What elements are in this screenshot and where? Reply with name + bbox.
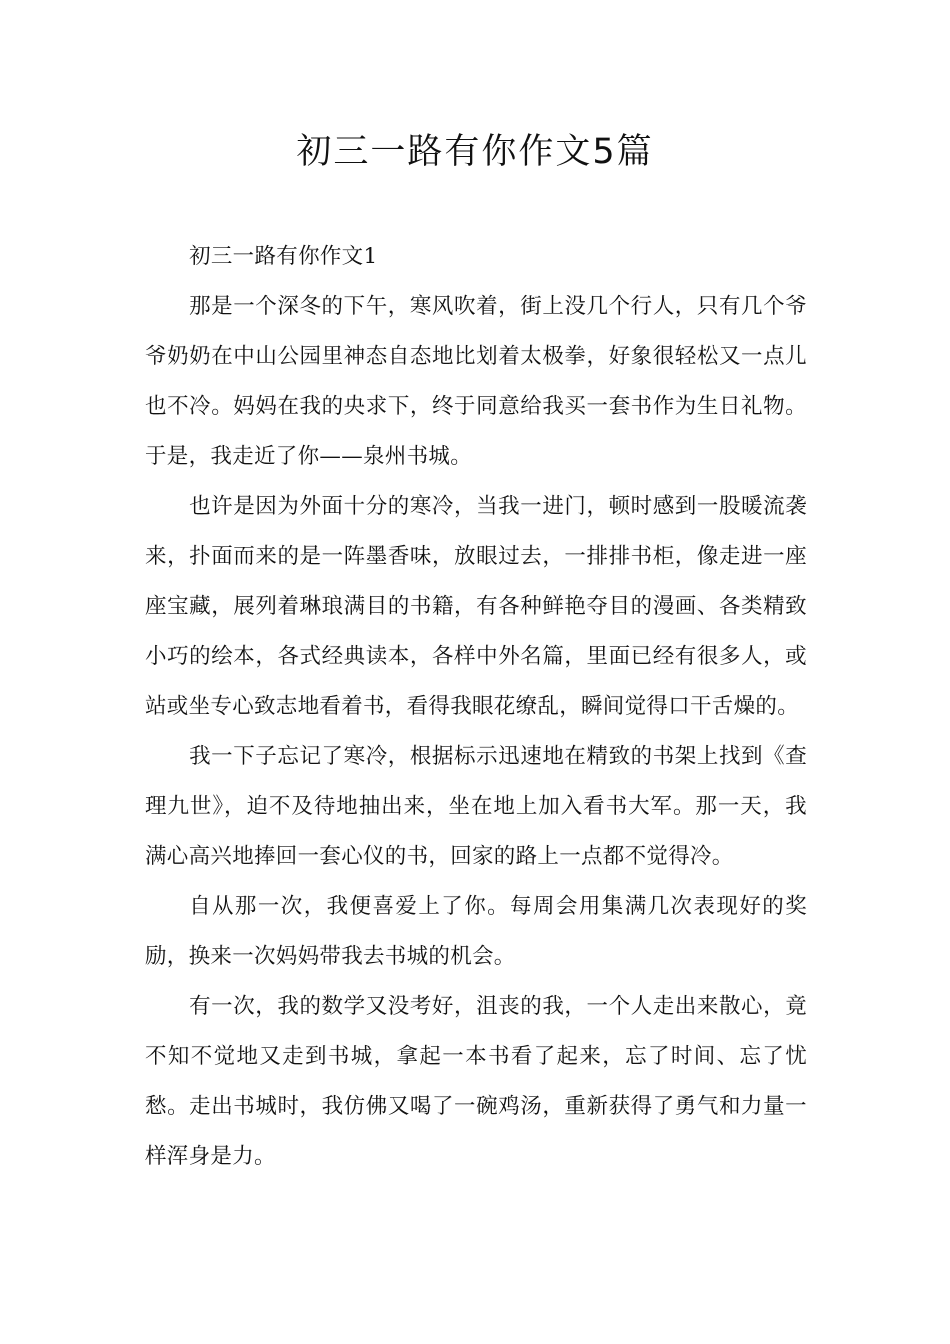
paragraph: 自从那一次，我便喜爱上了你。每周会用集满几次表现好的奖励，换来一次妈妈带我去书城的机会。 bbox=[145, 894, 807, 969]
paragraph: 那是一个深冬的下午，寒风吹着，街上没几个行人，只有几个爷爷奶奶在中山公园里神态自态地比划着太极拳，好象很轻松又一点儿也不冷。妈妈在我的央求下，终于同意给我买一套书作为生日礼物。于是，我走近了你——泉州书城。 bbox=[145, 294, 807, 469]
document-body bbox=[145, 232, 807, 1182]
document-title: 初三一路有你作文5篇 bbox=[296, 132, 654, 172]
paragraph: 也许是因为外面十分的寒冷，当我一进门，顿时感到一股暖流袭来，扑面而来的是一阵墨香味，放眼过去，一排排书柜，像走进一座座宝藏，展列着琳琅满目的书籍，有各种鲜艳夺目的漫画、各类精致小巧的绘本，各式经典读本，各样中外名篇，里面已经有很多人，或站或坐专心致志地看着书，看得我眼花缭乱，瞬间觉得口干舌燥的。 bbox=[145, 494, 807, 719]
paragraph: 有一次，我的数学又没考好，沮丧的我，一个人走出来散心，竟不知不觉地又走到书城，拿起一本书看了起来，忘了时间、忘了忧愁。走出书城时，我仿佛又喝了一碗鸡汤，重新获得了勇气和力量一样浑身是力。 bbox=[145, 994, 807, 1169]
paragraph: 我一下子忘记了寒冷，根据标示迅速地在精致的书架上找到《查理九世》，迫不及待地抽出来，坐在地上加入看书大军。那一天，我满心高兴地捧回一套心仪的书，回家的路上一点都不觉得冷。 bbox=[145, 744, 807, 869]
subtitle-paragraph: 初三一路有你作文1 bbox=[189, 244, 378, 269]
